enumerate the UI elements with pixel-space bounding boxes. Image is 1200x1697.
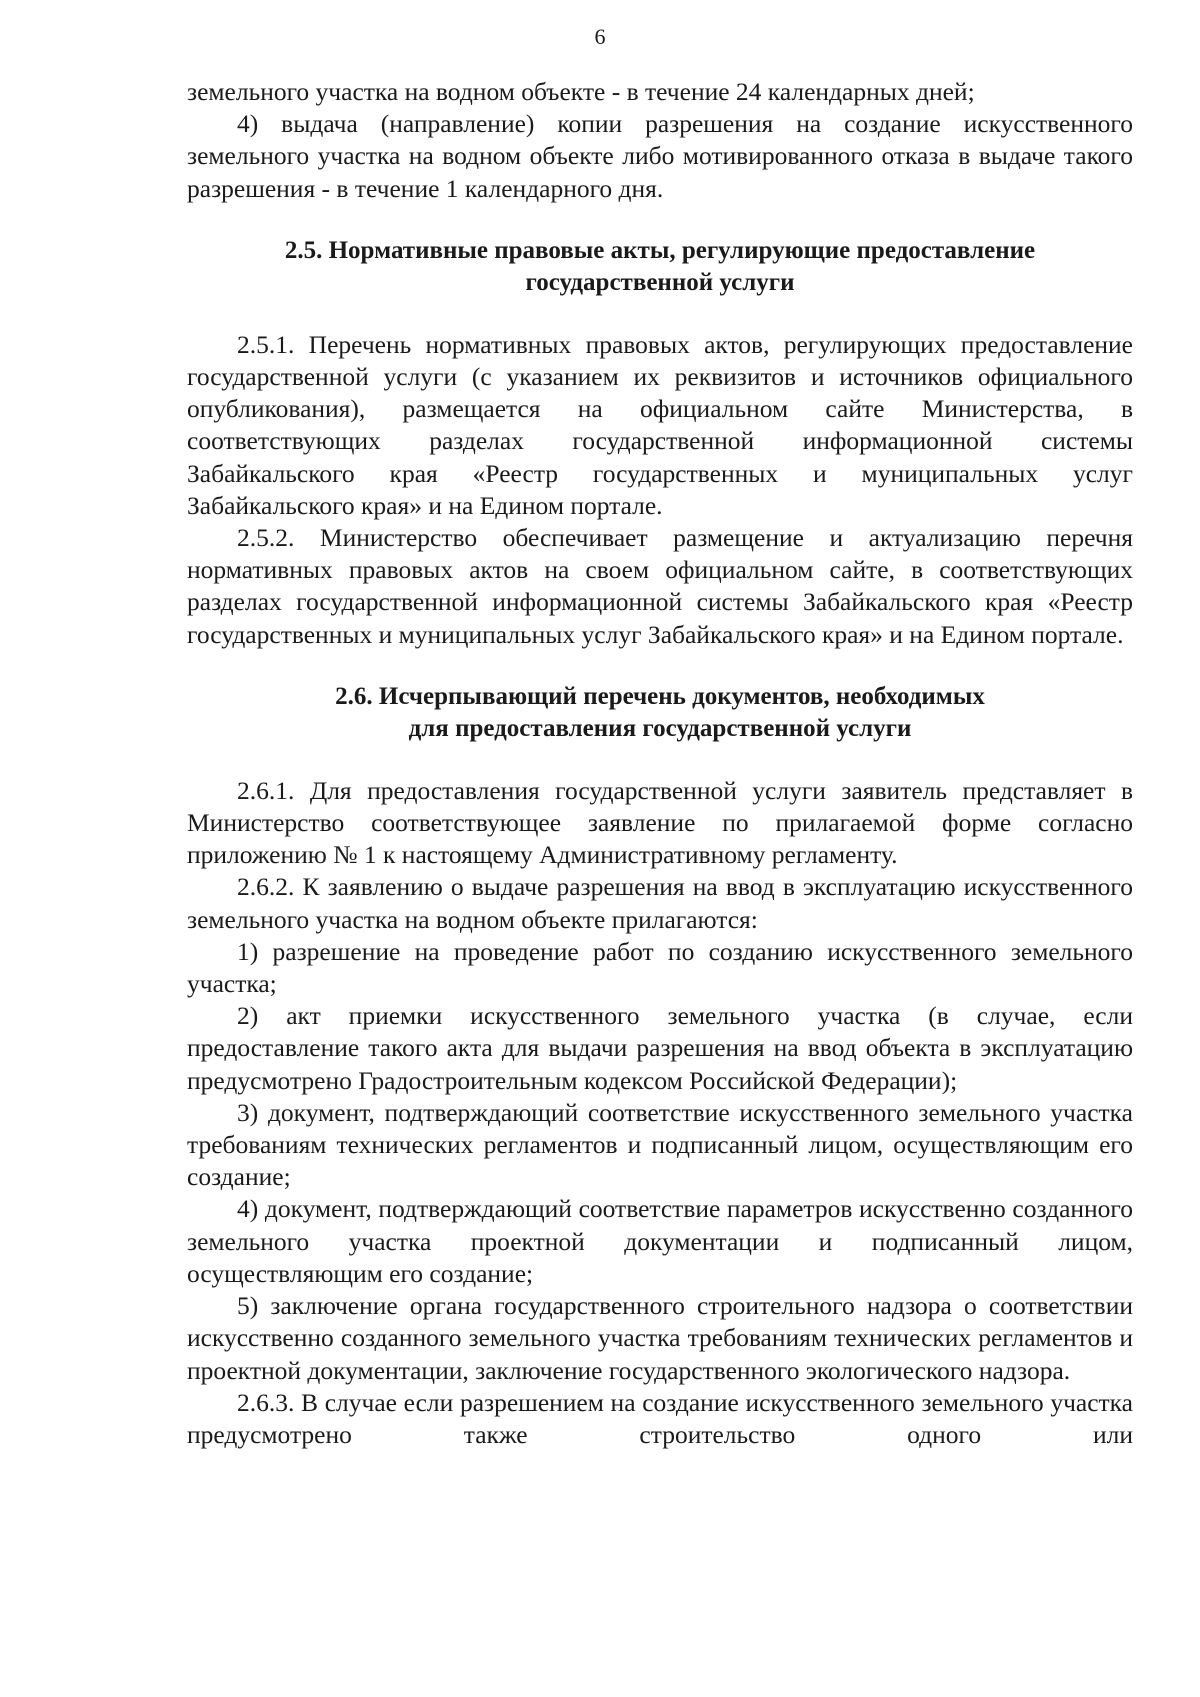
section-2-5-heading-line1: 2.5. Нормативные правовые акты, регулирующие предоставление [284,236,1036,264]
intro-line: земельного участка на водном объекте - в течение 24 календарных дней; [187,77,975,106]
intro-item-4: 4) выдача (направление) копии разрешения на создание искусственного земельного участка на водном объекте либо мотивированного отказа в выдаче такого разрешения - в течение 1 календарного дня. [187,109,1133,203]
paragraph-2-5-1: 2.5.1. Перечень нормативных правовых актов, регулирующих предоставление государственной услуги (с указанием их реквизитов и источников официального опубликования), размещается на официальном сайте Министерства, в соответствующих разделах государственной информационной системы Забайкальского края «Реестр государственных и муниципальных услуг Забайкальского края» и на Едином портале. [187,329,1133,520]
paragraph-2-6-3: 2.6.3. В случае если разрешением на создание искусственного земельного участка предусмотрено также строительство одного или [187,1387,1133,1449]
paragraph-2-6-2: 2.6.2. К заявлению о выдаче разрешения на ввод в эксплуатацию искусственного земельного участка на водном объекте прилагаются: [187,872,1133,934]
section-2-6-heading-line1: 2.6. Исчерпывающий перечень документов, необходимых [335,682,985,710]
section-2-6-heading-line2: для предоставления государственной услуги [408,714,912,742]
page-number: 6 [594,24,606,49]
paragraph-2-6-1: 2.6.1. Для предоставления государственной услуги заявитель представляет в Министерство соответствующее заявление по прилагаемой форме согласно приложению № 1 к настоящему Административному регламенту. [187,775,1133,870]
section-2-5-heading-line2: государственной услуги [525,268,795,296]
list-item: 1) разрешение на проведение работ по созданию искусственного земельного участка; [187,936,1133,999]
document-body [187,76,1133,1451]
paragraph-2-5-2: 2.5.2. Министерство обеспечивает размещение и актуализацию перечня нормативных правовых актов на своем официальном сайте, в соответствующих разделах государственной информационной системы Забайкальского края «Реестр государственных и муниципальных услуг Забайкальского края» и на Едином портале. [187,523,1133,649]
list-item: 4) документ, подтверждающий соответствие параметров искусственно созданного земельного участка проектной документации и подписанный лицом, осуществляющим его создание; [187,1194,1133,1288]
list-item: 2) акт приемки искусственного земельного участка (в случае, если предоставление такого акта для выдачи разрешения на ввод объекта в эксплуатацию предусмотрено Градостроительным кодексом Российской Федерации); [187,1001,1133,1095]
section-2-6-heading [187,681,1133,745]
section-2-5-heading [187,235,1133,299]
list-item: 3) документ, подтверждающий соответствие искусственного земельного участка требованиям технических регламентов и подписанный лицом, осуществляющим его создание; [187,1097,1133,1192]
list-item: 5) заключение органа государственного строительного надзора о соответствии искусственно созданного земельного участка требованиям технических регламентов и проектной документации, заключение государственного экологического надзора. [187,1291,1133,1385]
